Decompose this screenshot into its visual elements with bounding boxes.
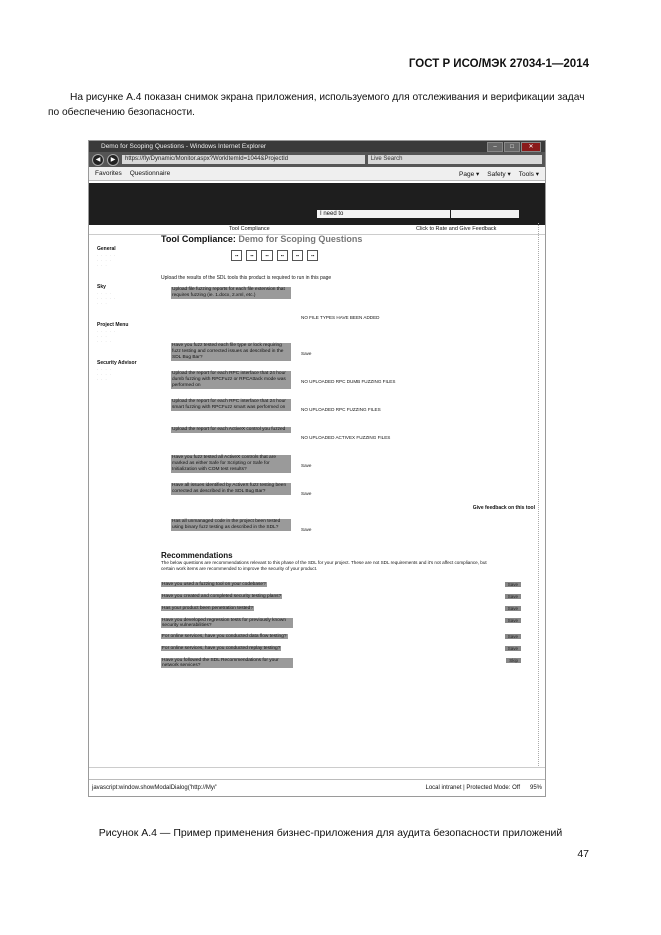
address-bar <box>89 152 545 167</box>
tools-menu[interactable]: Tools ▾ <box>518 170 539 178</box>
question-text: Have all issues identified by ActiveX fuzz testing been corrected as described in the SDL Bug Bar? <box>171 483 291 495</box>
question-text: Upload the report for each ActiveX control you fuzzed <box>171 427 291 433</box>
recommendation-row <box>161 658 537 674</box>
sidebar-security-advisor[interactable]: Security Advisor <box>97 360 137 366</box>
phase-tab[interactable]: ▪▪ <box>231 250 242 261</box>
app-banner <box>89 183 545 225</box>
question-text: Upload the report for each RPC interface that 24 hour smart fuzzing with RPCFuzz smart was performed on <box>171 399 291 411</box>
phase-tabs <box>231 250 537 261</box>
phase-tab[interactable]: ▪▪ <box>277 250 288 261</box>
recommendation-text: Have you developed regression tests for previously known security vulnerabilities? <box>161 618 293 628</box>
answer-text: NO UPLOADED ACTIVEX FUZZING FILES <box>301 435 391 440</box>
i-need-to-select[interactable]: I need to <box>317 210 450 218</box>
phase-tab[interactable]: ▪▪ <box>307 250 318 261</box>
browser-titlebar <box>89 141 545 152</box>
give-feedback-link[interactable]: Give feedback on this tool <box>472 505 535 511</box>
recommendation-row <box>161 634 537 646</box>
question-row <box>161 315 537 337</box>
page-menu[interactable]: Page ▾ <box>459 170 480 178</box>
recommendation-text: Have you used a fuzzing tool on your codebase? <box>162 582 266 587</box>
save-button[interactable]: Save <box>301 491 312 496</box>
recommendation-button[interactable]: Save <box>505 634 521 639</box>
page-title <box>161 234 537 244</box>
sidebar-project-menu[interactable]: Project Menu <box>97 322 129 328</box>
intro-text: На рисунке А.4 показан снимок экрана приложения, используемого для отслеживания и верификации задач по обеспечению безопасности. <box>48 92 585 118</box>
question-row <box>161 287 537 309</box>
safety-menu[interactable]: Safety ▾ <box>487 170 511 178</box>
subnav-tool-compliance[interactable]: Tool Compliance <box>229 226 270 232</box>
answer-text: NO UPLOADED RPC DUMB FUZZING FILES <box>301 379 396 384</box>
maximize-icon[interactable]: □ <box>504 142 520 152</box>
recommendation-row <box>161 582 537 594</box>
rate-feedback-link[interactable]: Click to Rate and Give Feedback <box>416 226 497 232</box>
horizontal-scrollbar[interactable] <box>89 767 545 774</box>
recommendations-intro: The below questions are recommendations relevant to this phase of the SDL for your project. These are not SDL requirements and it's not affect compliance, but certain work items are recommended to improve the security of your product. <box>161 560 487 571</box>
lead-text: Upload the results of the SDL tools this product is required to run in this page <box>161 275 332 281</box>
question-row <box>161 427 537 449</box>
save-button[interactable]: Save <box>301 463 312 468</box>
status-bar <box>89 779 545 796</box>
question-row <box>161 343 537 365</box>
browser-screenshot <box>88 140 546 797</box>
recommendation-button[interactable]: Skip <box>506 658 521 663</box>
sidebar: General . . . . . . . . . . . . Sky . . . . . . . . . . . . Project Menu . . . . . . . . . . . . Security Advisor . . . . . . . . . . . <box>97 236 155 388</box>
question-text: Has all unmanaged code in the project been tested using binary fuzz testing as described in the SDL? <box>171 519 291 531</box>
recommendation-row <box>161 646 537 658</box>
zoom-level[interactable]: 95% <box>529 785 542 791</box>
browser-title: Demo for Scoping Questions - Windows Internet Explorer <box>101 143 267 150</box>
recommendation-button[interactable]: Save <box>505 582 521 587</box>
recommendation-button[interactable]: Save <box>505 618 521 623</box>
tab-questionnaire[interactable]: Questionnaire <box>129 170 171 177</box>
answer-text: NO UPLOADED RPC FUZZING FILES <box>301 407 381 412</box>
question-row <box>161 399 537 421</box>
security-zone: Local intranet | Protected Mode: Off <box>425 785 520 791</box>
question-text: Have you fuzz tested each file type or lock requiring fuzz testing and corrected issues as described in the SDL Bug Bar? <box>171 343 291 361</box>
phase-tab[interactable]: ▪▪ <box>292 250 303 261</box>
status-url: javascript:window.showModalDialog('http://My/' <box>92 785 217 791</box>
recommendation-button[interactable]: Save <box>505 606 521 611</box>
recommendation-row <box>161 606 537 618</box>
close-icon[interactable]: ✕ <box>521 142 541 152</box>
url-input[interactable]: https://fly/Dynamic/Monitor.aspx?WorkItemId=1044&ProjectId <box>122 155 365 164</box>
recommendation-text: Have you created and completed security testing plans? <box>162 594 282 599</box>
window-controls <box>487 142 541 152</box>
recommendation-button[interactable]: Save <box>505 646 521 651</box>
title-highlight: Demo for Scoping Questions <box>238 234 363 244</box>
answer-text: NO FILE TYPES HAVE BEEN ADDED <box>301 315 380 320</box>
recommendation-text: For online services, have you conducted replay testing? <box>162 646 281 651</box>
sidebar-sky[interactable]: Sky <box>97 284 106 290</box>
figure-caption: Рисунок А.4 — Пример применения бизнес-приложения для аудита безопасности приложений <box>98 827 563 839</box>
search-input[interactable]: Live Search <box>368 155 542 164</box>
favorites-bar <box>89 167 545 181</box>
question-row <box>161 519 537 541</box>
document-header: ГОСТ Р ИСО/МЭК 27034-1—2014 <box>408 58 589 70</box>
question-text: Upload the report for each RPC interface that 24 hour dumb fuzzing with RPCFuzz or RPCAttack mode was performed on <box>171 371 291 389</box>
sidebar-general[interactable]: General <box>97 246 116 252</box>
recommendations-heading: Recommendations <box>161 551 233 560</box>
question-row <box>161 371 537 393</box>
save-button[interactable]: Save <box>301 351 312 356</box>
question-text: Upload file fuzzing reports for each file extension that requires fuzzing (ie. 1.docx, 2.xml, etc.) <box>171 287 291 299</box>
title-prefix: Tool Compliance: <box>161 234 236 244</box>
question-row <box>161 455 537 477</box>
save-button[interactable]: Save <box>301 527 312 532</box>
recommendation-text: Have you followed the SDL Recommendations for your network services? <box>161 658 293 668</box>
main-content <box>161 234 537 674</box>
app-search-input[interactable] <box>451 210 519 218</box>
recommendation-text: Has your product been penetration tested? <box>162 606 253 611</box>
back-icon[interactable]: ◀ <box>92 154 104 166</box>
forward-icon[interactable]: ▶ <box>107 154 119 166</box>
intro-paragraph <box>48 90 591 120</box>
recommendation-button[interactable]: Save <box>505 594 521 599</box>
minimize-icon[interactable]: – <box>487 142 503 152</box>
phase-tab[interactable]: ▪▪ <box>261 250 272 261</box>
vertical-scrollbar[interactable] <box>538 223 544 768</box>
recommendation-row <box>161 618 537 634</box>
command-menu <box>459 170 539 178</box>
phase-tab[interactable]: ▪▪ <box>246 250 257 261</box>
page-number: 47 <box>577 848 589 860</box>
favorites-button[interactable]: Favorites <box>95 170 122 177</box>
recommendation-row <box>161 594 537 606</box>
question-text: Have you fuzz tested all ActiveX controls that are marked as either Safe for Scripting or Safe for Initialization with COM test results? <box>171 455 291 473</box>
recommendation-text: For online services, have you conducted data flow testing? <box>162 634 287 639</box>
question-row <box>161 483 537 511</box>
